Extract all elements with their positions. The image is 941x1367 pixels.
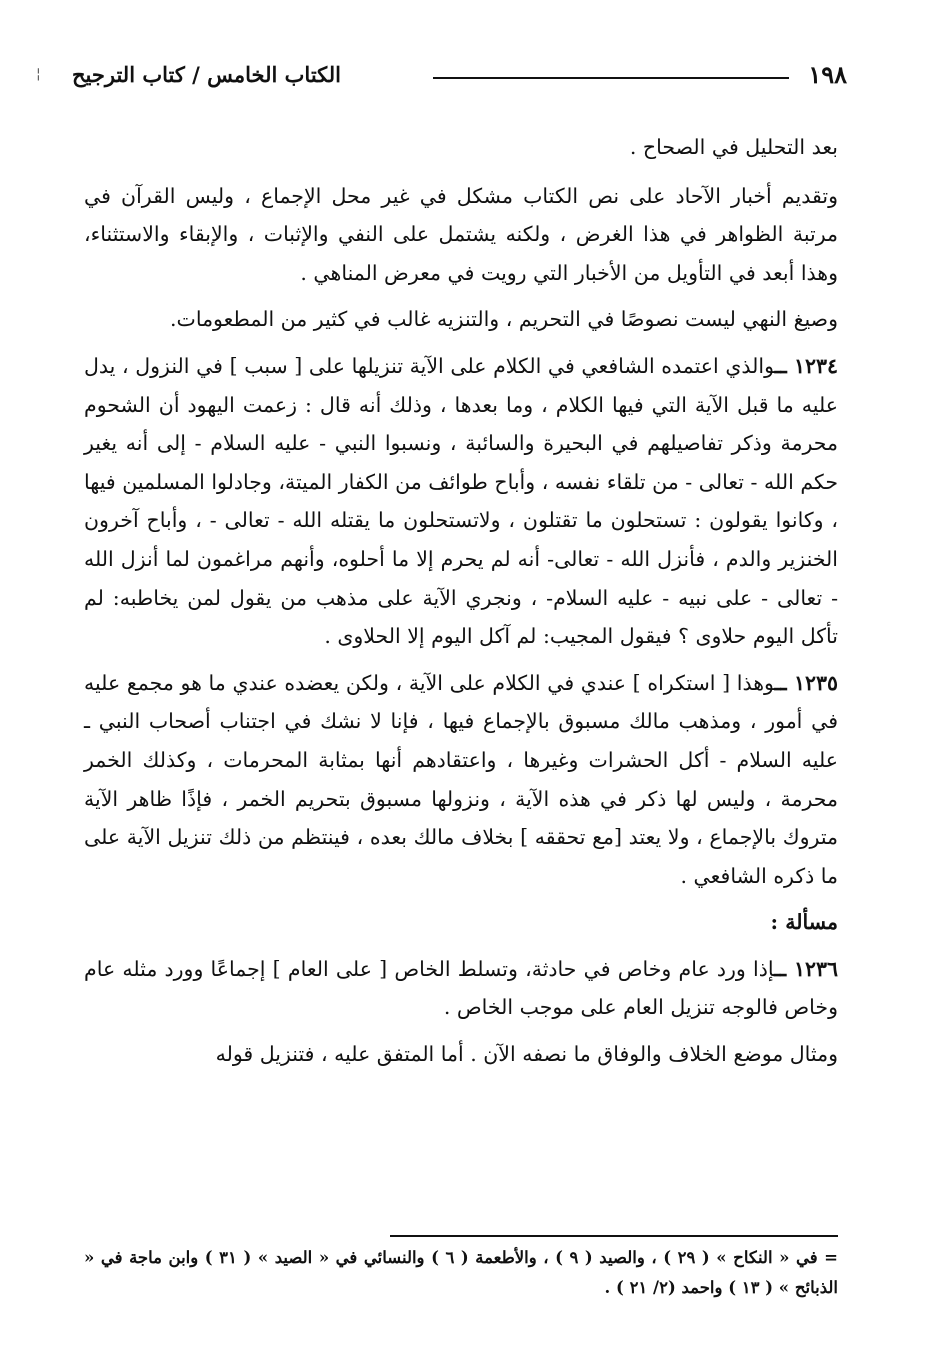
page-header: [72, 60, 847, 94]
paragraph-number: ١٢٣٥ ــ: [774, 670, 838, 695]
numbered-paragraph: [84, 664, 838, 896]
main-text: [84, 128, 838, 1082]
page-number: ١٩٨: [808, 60, 847, 89]
paragraph-number: ١٢٣٦ ــ: [774, 956, 838, 981]
paragraph: وصيغ النهي ليست نصوصًا في التحريم ، والتنزيه غالب في كثير من المطعومات.: [170, 307, 838, 332]
margin-mark: ¦: [36, 66, 41, 82]
footnote-rule: [390, 1235, 838, 1237]
paragraph-text: والذي اعتمده الشافعي في الكلام على الآية تنزيلها على [ سبب ] في النزول ، يدل عليه ما قبل الآية التي فيها الكلام ، وما بعدها ، وذلك أنه قال : زعمت اليهود أن الشحوم محرمة وذكر تفاصيلهم في البحيرة والسائبة ، ونسبوا النبي - عليه السلام - إلى أنه يغير حكم الله - تعالى - من تلقاء نفسه ، وأباح طوائف من الكفار الميتة، وجادلوا المسلمين فيها ، وكانوا يقولون : تستحلون ما تقتلون ، ولاتستحلون ما يقتله الله - تعالى - ، وأباح آخرون الخنزير والدم ، فأنزل الله - تعالى- أنه لم يحرم إلا ما أحلوه، وأنهم مراغمون لما أنزل الله - تعالى - على نبيه - عليه السلام- ، ونجري الآية على مذهب من يقول لمن يخاطبه: لم تأكل اليوم حلاوى ؟ فيقول المجيب: لم آكل اليوم إلا الحلاوى .: [84, 353, 838, 649]
paragraph: ومثال موضع الخلاف والوفاق ما نصفه الآن . أما المتفق عليه ، فتنزيل قوله: [215, 1042, 838, 1067]
footnote: = في « النكاح » ( ٢٩ ) ، والصيد ( ٩ ) ، والأطعمة ( ٦ ) والنسائي في « الصيد » ( ٣١ ) وابن ماجة في « الذبائح » ( ١٣ ) واحمد (٢/ ٢١ ) .: [84, 1248, 838, 1297]
numbered-paragraph: [84, 950, 838, 1027]
paragraph-number: ١٢٣٤ ــ: [774, 353, 838, 378]
header-rule: [433, 77, 789, 79]
paragraph-text: إذا ورد عام وخاص في حادثة، وتسلط الخاص [ على العام ] إجماعًا وورد مثله عام وخاص فالوجه تنزيل العام على موجب الخاص .: [84, 956, 838, 1020]
paragraph-text: وهذا [ استكراه ] عندي في الكلام على الآية ، ولكن يعضده عندي ما هو مجمع عليه في أمور ، ومذهب مالك مسبوق بالإجماع فيها ، فإنا لا نشك في اجتناب أصحاب النبي ـ عليه السلام - أكل الحشرات وغيرها ، واعتقادهم أنها بمثابة المحرمات ، وكذلك الخمر محرمة ، وليس لها ذكر في هذه الآية ، ونزولها مسبوق بتحريم الخمر ، فإذًا ظاهر الآية متروك بالإجماع ، ولا يعتد [مع تحققه ] بخلاف مالك بعده ، فينتظم من ذلك تنزيل الآية على ما ذكره الشافعي .: [84, 670, 838, 888]
paragraph: بعد التحليل في الصحاح .: [629, 135, 838, 159]
paragraph: وتقديم أخبار الآحاد على نص الكتاب مشكل في غير محل الإجماع ، وليس القرآن في مرتبة الظواهر في هذا الغرض ، ولكنه يشتمل على النفي والإثبات ، والإبقاء والاستثناء، وهذا أبعد في التأويل من الأخبار التي رويت في معرض المناهي .: [84, 183, 838, 285]
running-title: الكتاب الخامس / كتاب الترجيح: [72, 62, 341, 87]
section-heading: مسألة :: [770, 910, 838, 935]
numbered-paragraph: [84, 347, 838, 656]
